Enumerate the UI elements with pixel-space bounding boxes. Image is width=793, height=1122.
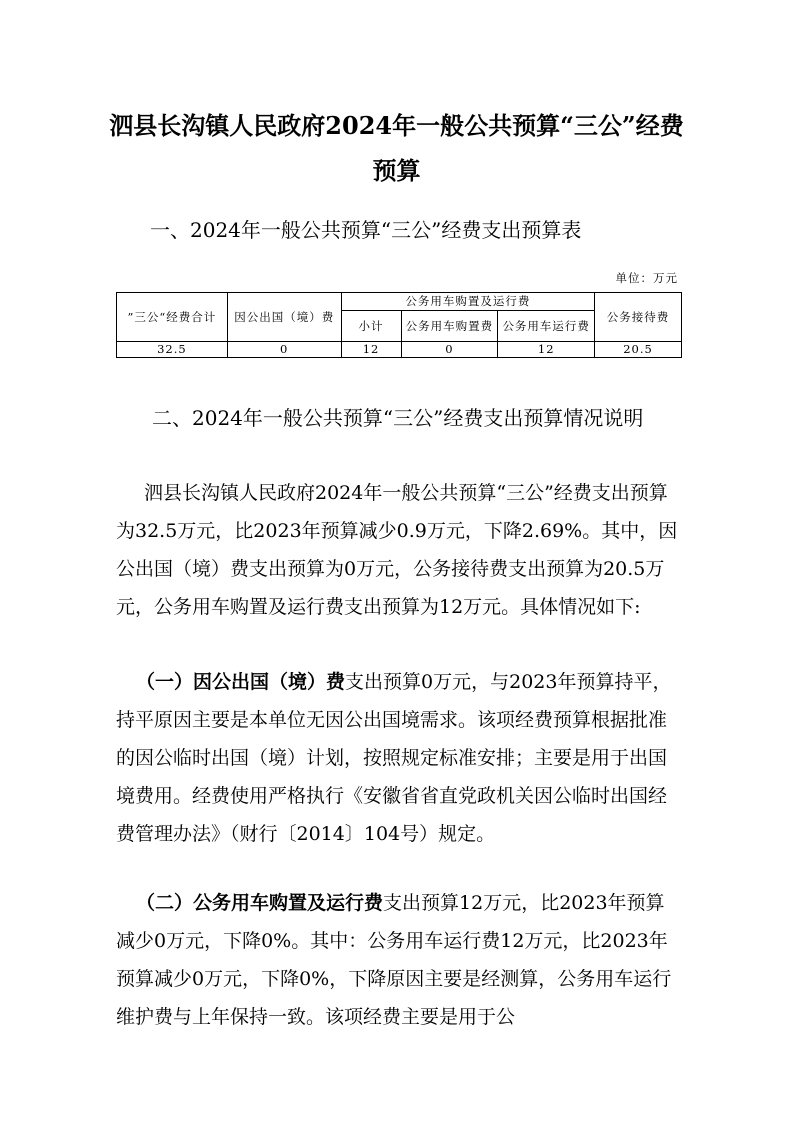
table-header-row bbox=[117, 293, 682, 311]
paragraph-overview: 泗县长沟镇人民政府2024年一般公共预算“三公”经费支出预算为32.5万元，比2023年预算减少0.9万元，下降2.69%。其中，因公出国（境）费支出预算为0万元，公务接待费支出预算为20.5万元，公务用车购置及运行费支出预算为12万元。具体情况如下: bbox=[116, 482, 678, 618]
unit-label: 单位：万元 bbox=[615, 271, 678, 285]
header-vehicle-group: 公务用车购置及运行费 bbox=[341, 293, 594, 311]
section1-heading: 一、2024年一般公共预算“三公”经费支出预算表 bbox=[150, 218, 582, 242]
header-subtotal: 小计 bbox=[341, 311, 401, 342]
paragraph-abroad-text: 支出预算0万元，与2023年预算持平，持平原因主要是本单位无因公出国境需求。该项经费预算根据批准的因公临时出国（境）计划，按照规定标准安排；主要是用于出国境费用。经费使用严格执行《安徽省省直党政机关因公临时出国经费管理办法》（财行〔2014〕104号）规定。 bbox=[116, 671, 672, 845]
paragraph-vehicle-lead: （二）公务用车购置及运行费 bbox=[136, 892, 384, 914]
paragraph-abroad-lead: （一）因公出国（境）费 bbox=[136, 671, 346, 693]
budget-table bbox=[116, 292, 682, 358]
value-reception: 20.5 bbox=[595, 342, 682, 358]
value-vehicle-purchase: 0 bbox=[401, 342, 498, 358]
table-row bbox=[117, 342, 682, 358]
paragraph-abroad bbox=[116, 663, 682, 853]
document-title: 泗县长沟镇人民政府2024年一般公共预算“三公”经费预算 bbox=[109, 111, 684, 185]
header-reception: 公务接待费 bbox=[595, 293, 682, 342]
header-vehicle-operation: 公务用车运行费 bbox=[498, 311, 595, 342]
value-total: 32.5 bbox=[117, 342, 228, 358]
value-subtotal: 12 bbox=[341, 342, 401, 358]
paragraph-vehicle bbox=[116, 884, 682, 1036]
header-abroad: 因公出国（境）费 bbox=[227, 293, 341, 342]
section2-heading: 二、2024年一般公共预算“三公”经费支出预算情况说明 bbox=[152, 406, 644, 430]
header-total: ”三公“经费合计 bbox=[117, 293, 228, 342]
header-vehicle-purchase: 公务用车购置费 bbox=[401, 311, 498, 342]
value-vehicle-operation: 12 bbox=[498, 342, 595, 358]
paragraph-vehicle-text: 支出预算12万元，比2023年预算减少0万元，下降0%。其中：公务用车运行费12万元，比2023年预算减少0万元，下降0%，下降原因主要是经测算，公务用车运行维护费与上年保持一致。该项经费主要是用于公 bbox=[116, 892, 672, 1028]
value-abroad: 0 bbox=[227, 342, 341, 358]
